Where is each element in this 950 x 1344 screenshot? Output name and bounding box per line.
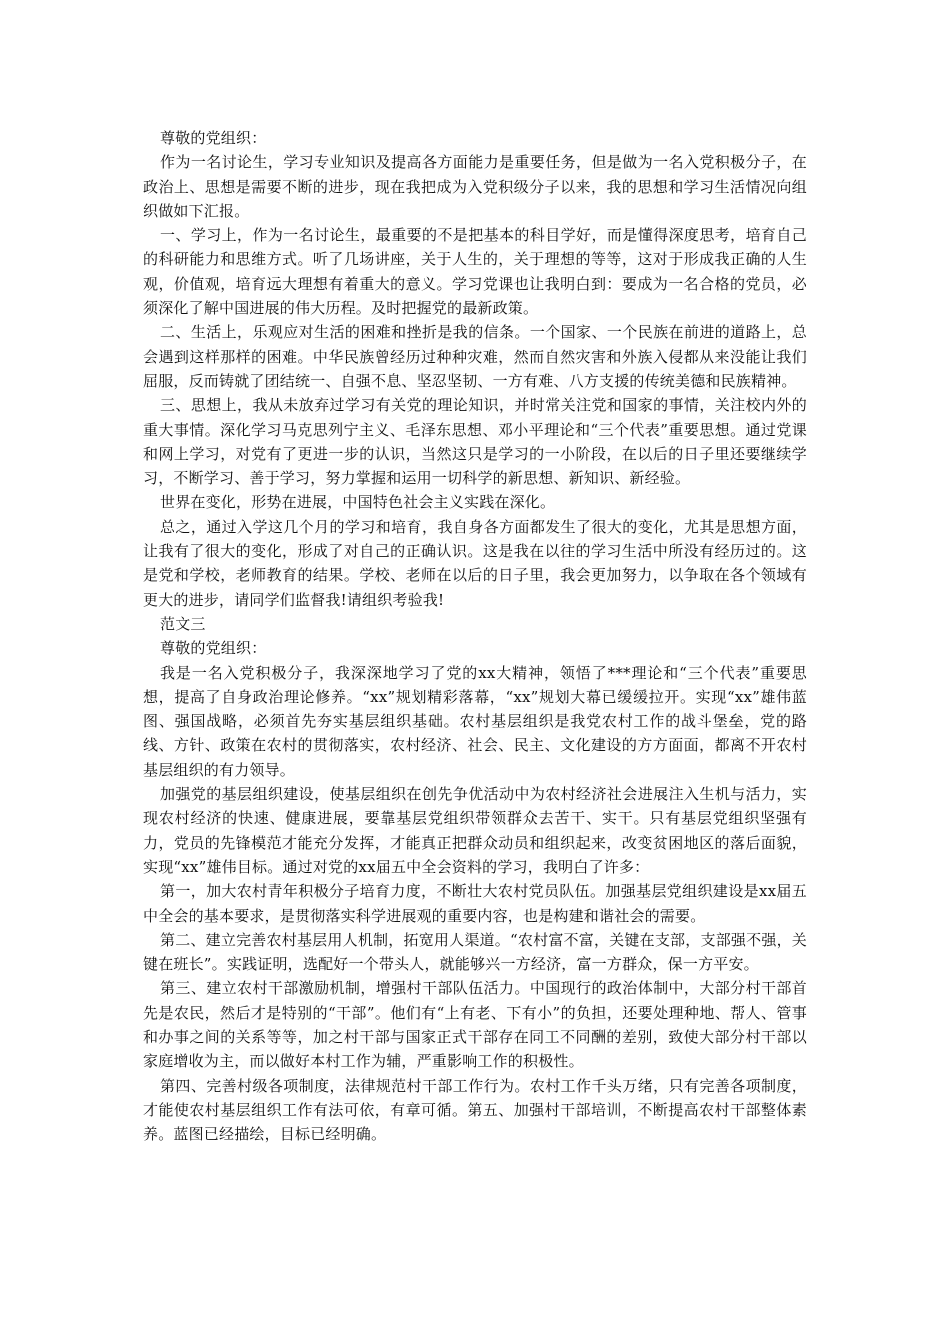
body-paragraph: 加强党的基层组织建设，使基层组织在创先争优活动中为农村经济社会进展注入生机与活力，实现农村经济的快速、健康进展，要靠基层党组织带领群众去苦干、实干。只有基层党组织坚强有力，党员的先锋模范才能充分发挥，才能真正把群众动员和组织起来，改变贫困地区的落后面貌，实现“xx”雄伟目标。通过对党的xx届五中全会资料的学习，我明白了许多： [143, 785, 807, 876]
body-paragraph: 世界在变化，形势在进展，中国特色社会主义实践在深化。 [160, 493, 556, 512]
salutation: 尊敬的党组织： [160, 129, 267, 147]
document-page [143, 126, 807, 1146]
body-paragraph: 我是一名入党积极分子，我深深地学习了党的xx大精神，领悟了***理论和“三个代表”重要思想，提高了自身政治理论修养。“xx”规划精彩落幕，“xx”规划大幕已缓缓拉开。实现“xx”雄伟蓝图、强国战略，必须首先夯实基层组织基础。农村基层组织是我党农村工作的战斗堡垒，党的路线、方针、政策在农村的贯彻落实，农村经济、社会、民主、文化建设的方方面面，都离不开农村基层组织的有力领导。 [143, 663, 807, 779]
body-paragraph: 第三、建立农村干部激励机制，增强村干部队伍活力。中国现行的政治体制中，大部分村干部首先是农民，然后才是特别的“干部”。他们有“上有老、下有小”的负担，还要处理种地、帮人、管事和办事之间的关系等等，加之村干部与国家正式干部存在同工不同酬的差别，致使大部分村干部以家庭增收为主，而以做好本村工作为辅，严重影响工作的积极性。 [143, 979, 807, 1071]
body-paragraph: 第一，加大农村青年积极分子培育力度，不断壮大农村党员队伍。加强基层党组织建设是xx届五中全会的基本要求，是贯彻落实科学进展观的重要内容，也是构建和谐社会的需要。 [143, 882, 807, 925]
body-paragraph: 二、生活上，乐观应对生活的困难和挫折是我的信条。一个国家、一个民族在前进的道路上，总会遇到这样那样的困难。中华民族曾经历过种种灾难，然而自然灾害和外族入侵都从来没能让我们屈服，反而铸就了团结统一、自强不息、坚忍坚韧、一方有难、八方支援的传统美德和民族精神。 [143, 323, 807, 390]
body-paragraph: 作为一名讨论生，学习专业知识及提高各方面能力是重要任务，但是做为一名入党积极分子，在政治上、思想是需要不断的进步，现在我把成为入党积级分子以来，我的思想和学习生活情况向组织做如下汇报。 [143, 153, 807, 220]
salutation: 尊敬的党组织： [160, 639, 267, 658]
section-title: 范文三 [160, 614, 206, 633]
body-paragraph: 第四、完善村级各项制度，法律规范村干部工作行为。农村工作千头万绪，只有完善各项制度，才能使农村基层组织工作有法可依，有章可循。第五、加强村干部培训，不断提高农村干部整体素养。蓝图已经描绘，目标已经明确。 [143, 1076, 807, 1144]
body-paragraph: 第二、建立完善农村基层用人机制，拓宽用人渠道。“农村富不富，关键在支部，支部强不强，关键在班长”。实践证明，选配好一个带头人，就能够兴一方经济，富一方群众，保一方平安。 [143, 930, 807, 974]
body-paragraph: 三、思想上，我从未放弃过学习有关党的理论知识，并时常关注党和国家的事情，关注校内外的重大事情。深化学习马克思列宁主义、毛泽东思想、邓小平理论和“三个代表”重要思想。通过党课和网上学习，对党有了更进一步的认识，当然这只是学习的一小阶段，在以后的日子里还要继续学习，不断学习、善于学习，努力掌握和运用一切科学的新思想、新知识、新经验。 [143, 396, 807, 488]
body-paragraph: 一、学习上，作为一名讨论生，最重要的不是把基本的科目学好，而是懂得深度思考，培育自己的科研能力和思维方式。听了几场讲座，关于人生的，关于理想的等等，这对于形成我正确的人生观，价值观，培育远大理想有着重大的意义。学习党课也让我明白到：要成为一名合格的党员，必须深化了解中国进展的伟大历程。及时把握党的最新政策。 [143, 226, 807, 318]
body-paragraph: 总之，通过入学这几个月的学习和培育，我自身各方面都发生了很大的变化，尤其是思想方面，让我有了很大的变化，形成了对自己的正确认识。这是我在以往的学习生活中所没有经历过的。这是党和学校，老师教育的结果。学校、老师在以后的日子里，我会更加努力，以争取在各个领域有更大的进步，请同学们监督我!请组织考验我! [143, 517, 807, 609]
